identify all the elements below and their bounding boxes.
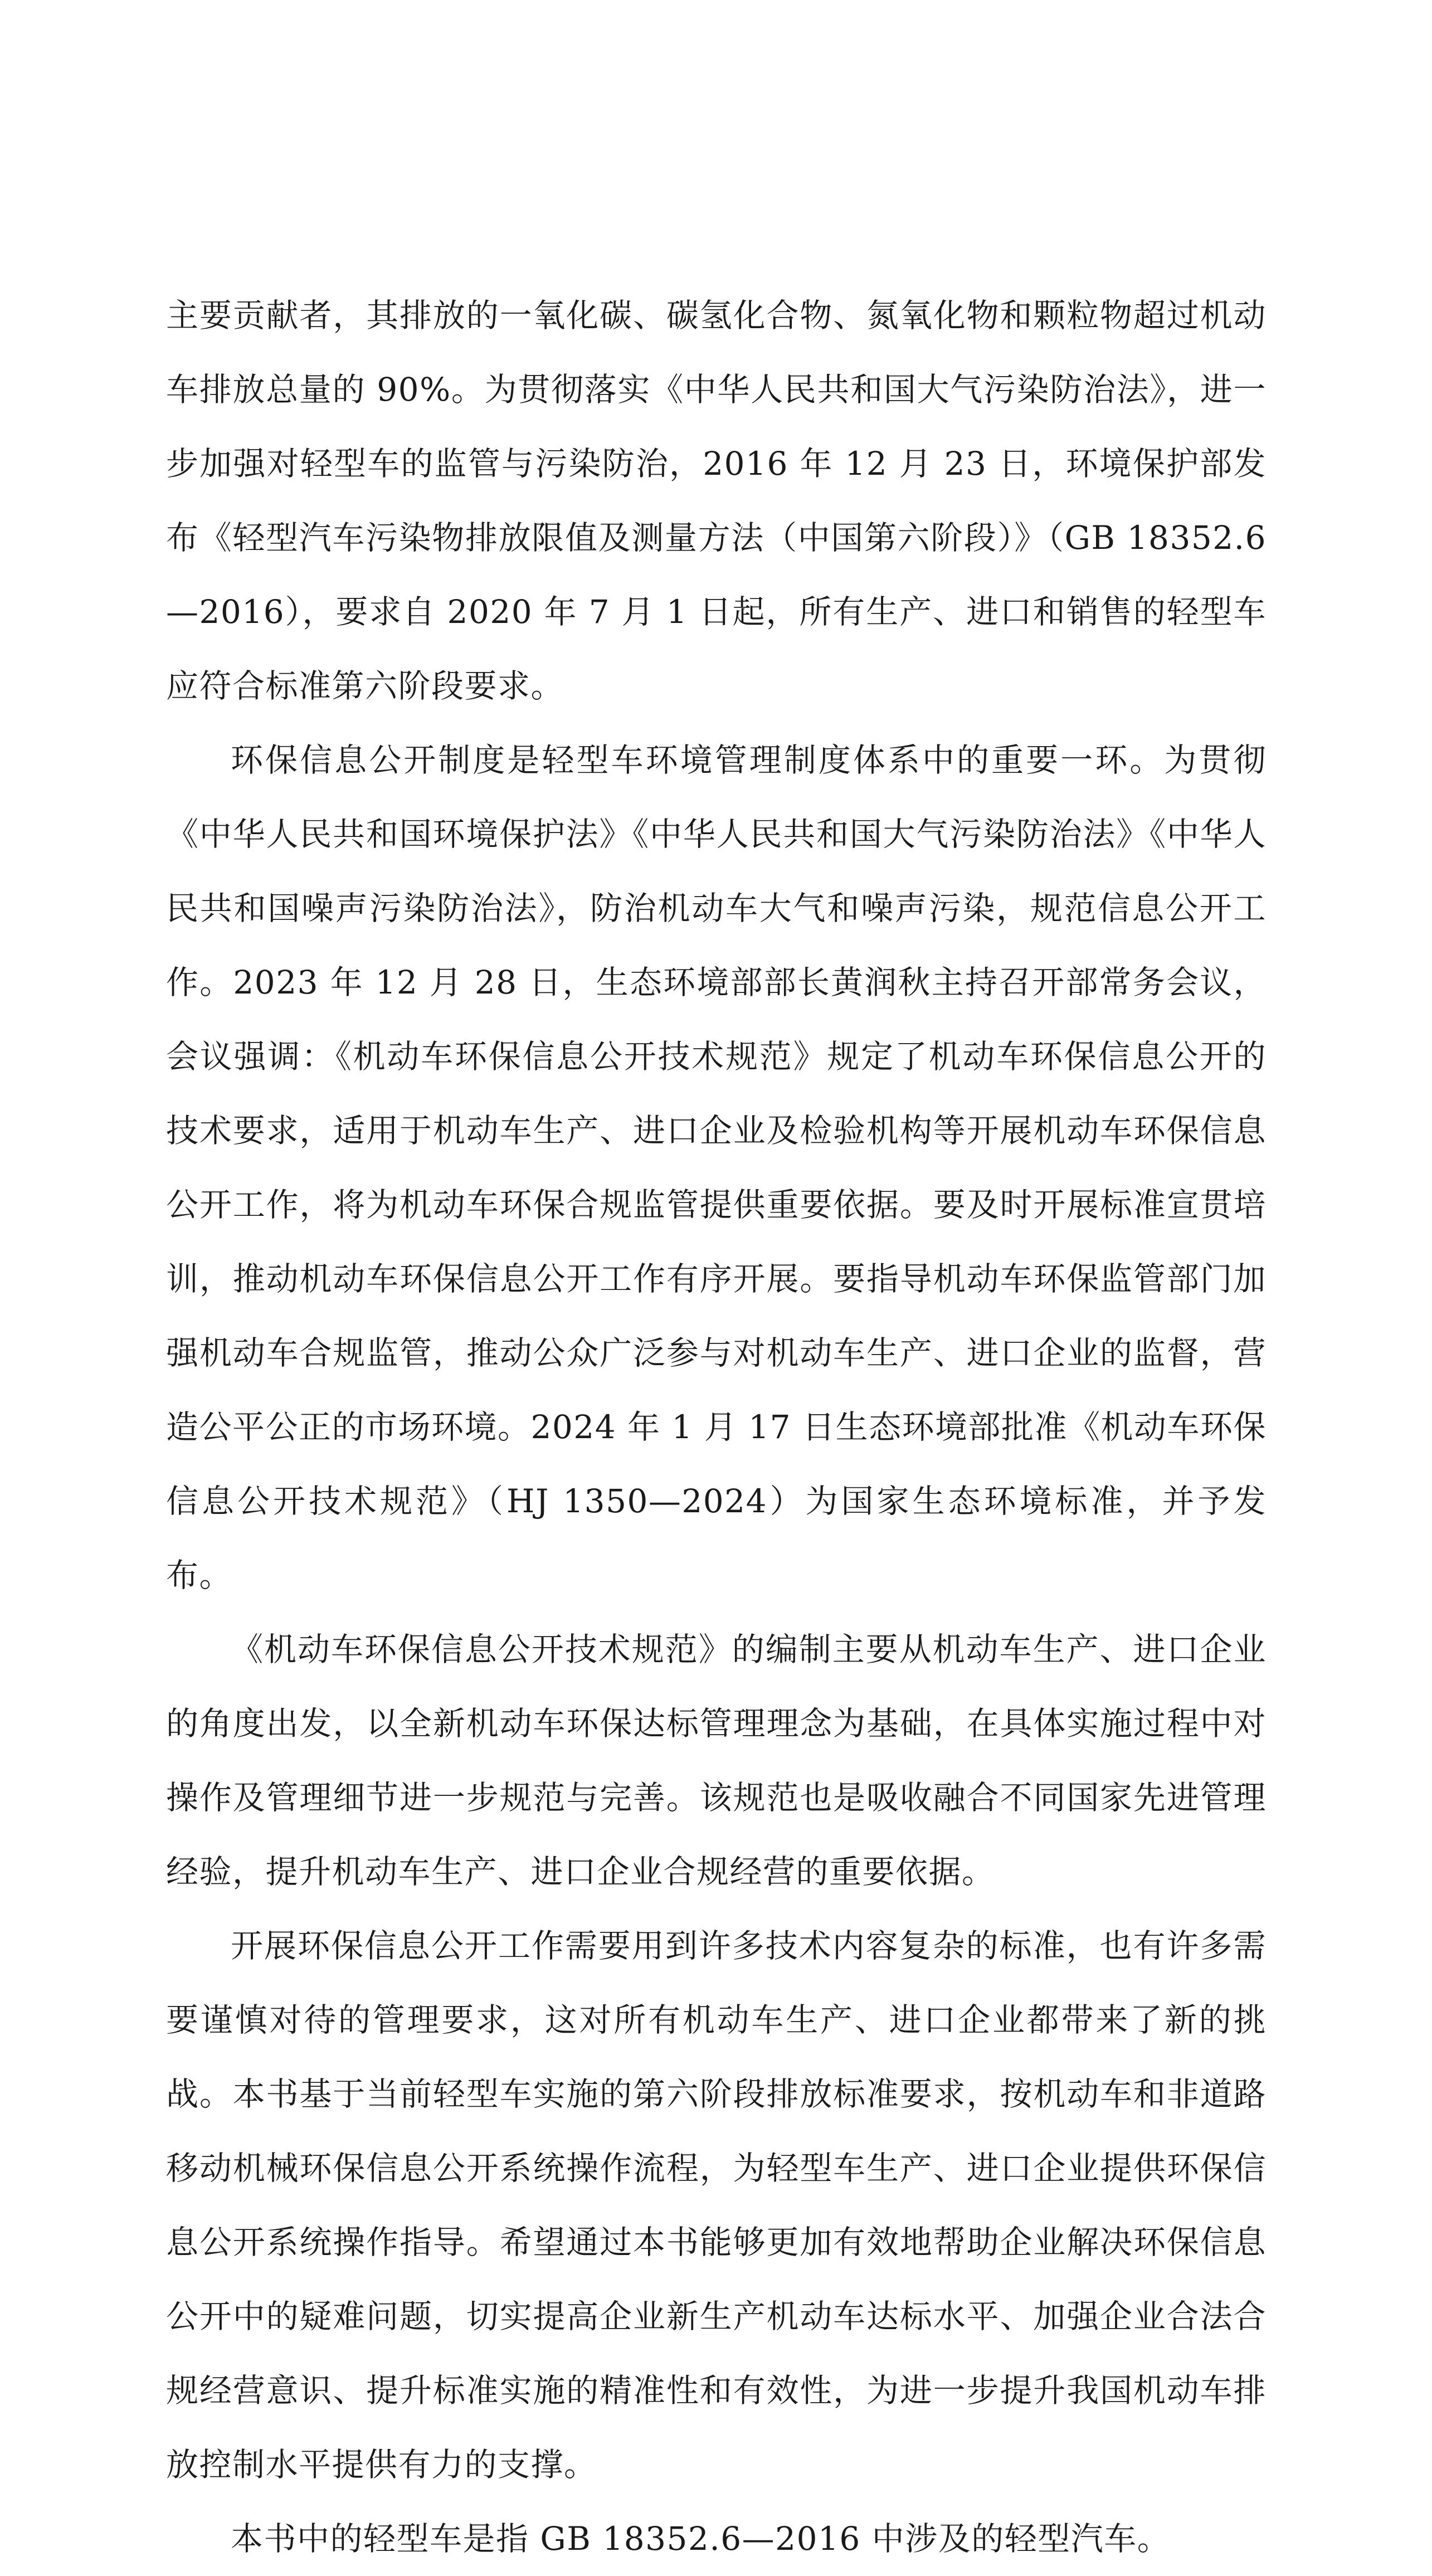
paragraph-2: 环保信息公开制度是轻型车环境管理制度体系中的重要一环。为贯彻《中华人民共和国环境保护法》《中华人民共和国大气污染防治法》《中华人民共和国噪声污染防治法》，防治机动车大气和噪声污染，规范信息公开工作。2023 年 12 月 28 日，生态环境部部长黄润秋主持召开部常务会议，会议强调：《机动车环保信息公开技术规范》规定了机动车环保信息公开的技术要求，适用于机动车生产、进口企业及检验机构等开展机动车环保信息公开工作，将为机动车环保合规监管提供重要依据。要及时开展标准宣贯培训，推动机动车环保信息公开工作有序开展。要指导机动车环保监管部门加强机动车合规监管，推动公众广泛参与对机动车生产、进口企业的监督，营造公平公正的市场环境。2024 年 1 月 17 日生态环境部批准《机动车环保信息公开技术规范》（HJ 1350—2024）为国家生态环境标准，并予发布。: [166, 741, 1267, 1594]
body-text: [166, 279, 1267, 2576]
paragraph-4: 开展环保信息公开工作需要用到许多技术内容复杂的标准，也有许多需要谨慎对待的管理要求，这对所有机动车生产、进口企业都带来了新的挑战。本书基于当前轻型车实施的第六阶段排放标准要求，按机动车和非道路移动机械环保信息公开系统操作流程，为轻型车生产、进口企业提供环保信息公开系统操作指导。希望通过本书能够更加有效地帮助企业解决环保信息公开中的疑难问题，切实提高企业新生产机动车达标水平、加强企业合法合规经营意识、提升标准实施的精准性和有效性，为进一步提升我国机动车排放控制水平提供有力的支撑。: [166, 1927, 1267, 2484]
paragraph-3: 《机动车环保信息公开技术规范》的编制主要从机动车生产、进口企业的角度出发，以全新机动车环保达标管理理念为基础，在具体实施过程中对操作及管理细节进一步规范与完善。该规范也是吸收融合不同国家先进管理经验，提升机动车生产、进口企业合规经营的重要依据。: [166, 1630, 1267, 1891]
paragraph-1: 主要贡献者，其排放的一氧化碳、碳氢化合物、氮氧化物和颗粒物超过机动车排放总量的 90%。为贯彻落实《中华人民共和国大气污染防治法》，进一步加强对轻型车的监管与污染防治，2016 年 12 月 23 日，环境保护部发布《轻型汽车污染物排放限值及测量方法（中国第六阶段）》（GB 18352.6—2016），要求自 2020 年 7 月 1 日起，所有生产、进口和销售的轻型车应符合标准第六阶段要求。: [166, 296, 1267, 705]
paragraph-5: 本书中的轻型车是指 GB 18352.6—2016 中涉及的轻型汽车。: [231, 2520, 1171, 2558]
